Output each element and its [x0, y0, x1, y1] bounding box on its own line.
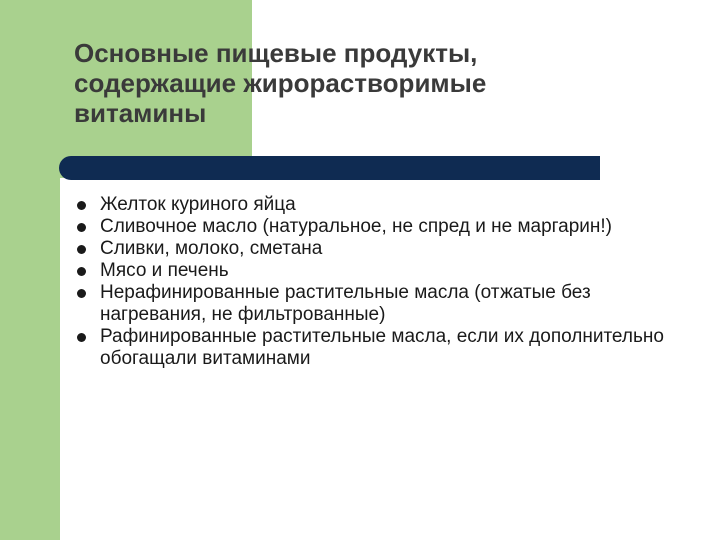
bullet-dot-icon	[77, 267, 86, 276]
bullet-dot-icon	[77, 201, 86, 210]
list-item-text: Сливочное масло (натуральное, не спред и не маргарин!)	[100, 216, 612, 237]
list-item-text: Мясо и печень	[100, 260, 229, 281]
list-item-text: Желток куриного яйца	[100, 194, 296, 215]
green-side-strip	[0, 0, 60, 540]
slide-title: Основные пищевые продукты, содержащие жирорастворимые витамины	[74, 38, 487, 128]
bullet-dot-icon	[77, 245, 86, 254]
list-item	[74, 326, 674, 370]
bullet-dot-icon	[77, 289, 86, 298]
list-item	[74, 260, 674, 282]
title-divider-bar	[59, 156, 600, 180]
list-item	[74, 238, 674, 260]
food-list	[74, 194, 674, 370]
bullet-dot-icon	[77, 333, 86, 342]
list-item	[74, 194, 674, 216]
list-item-text: Рафинированные растительные масла, если их дополнительно обогащали витаминами	[100, 326, 664, 369]
list-item	[74, 282, 674, 326]
list-item-text: Нерафинированные растительные масла (отжатые без нагревания, не фильтрованные)	[100, 282, 591, 325]
bullet-dot-icon	[77, 223, 86, 232]
list-item-text: Сливки, молоко, сметана	[100, 238, 323, 259]
list-item	[74, 216, 674, 238]
